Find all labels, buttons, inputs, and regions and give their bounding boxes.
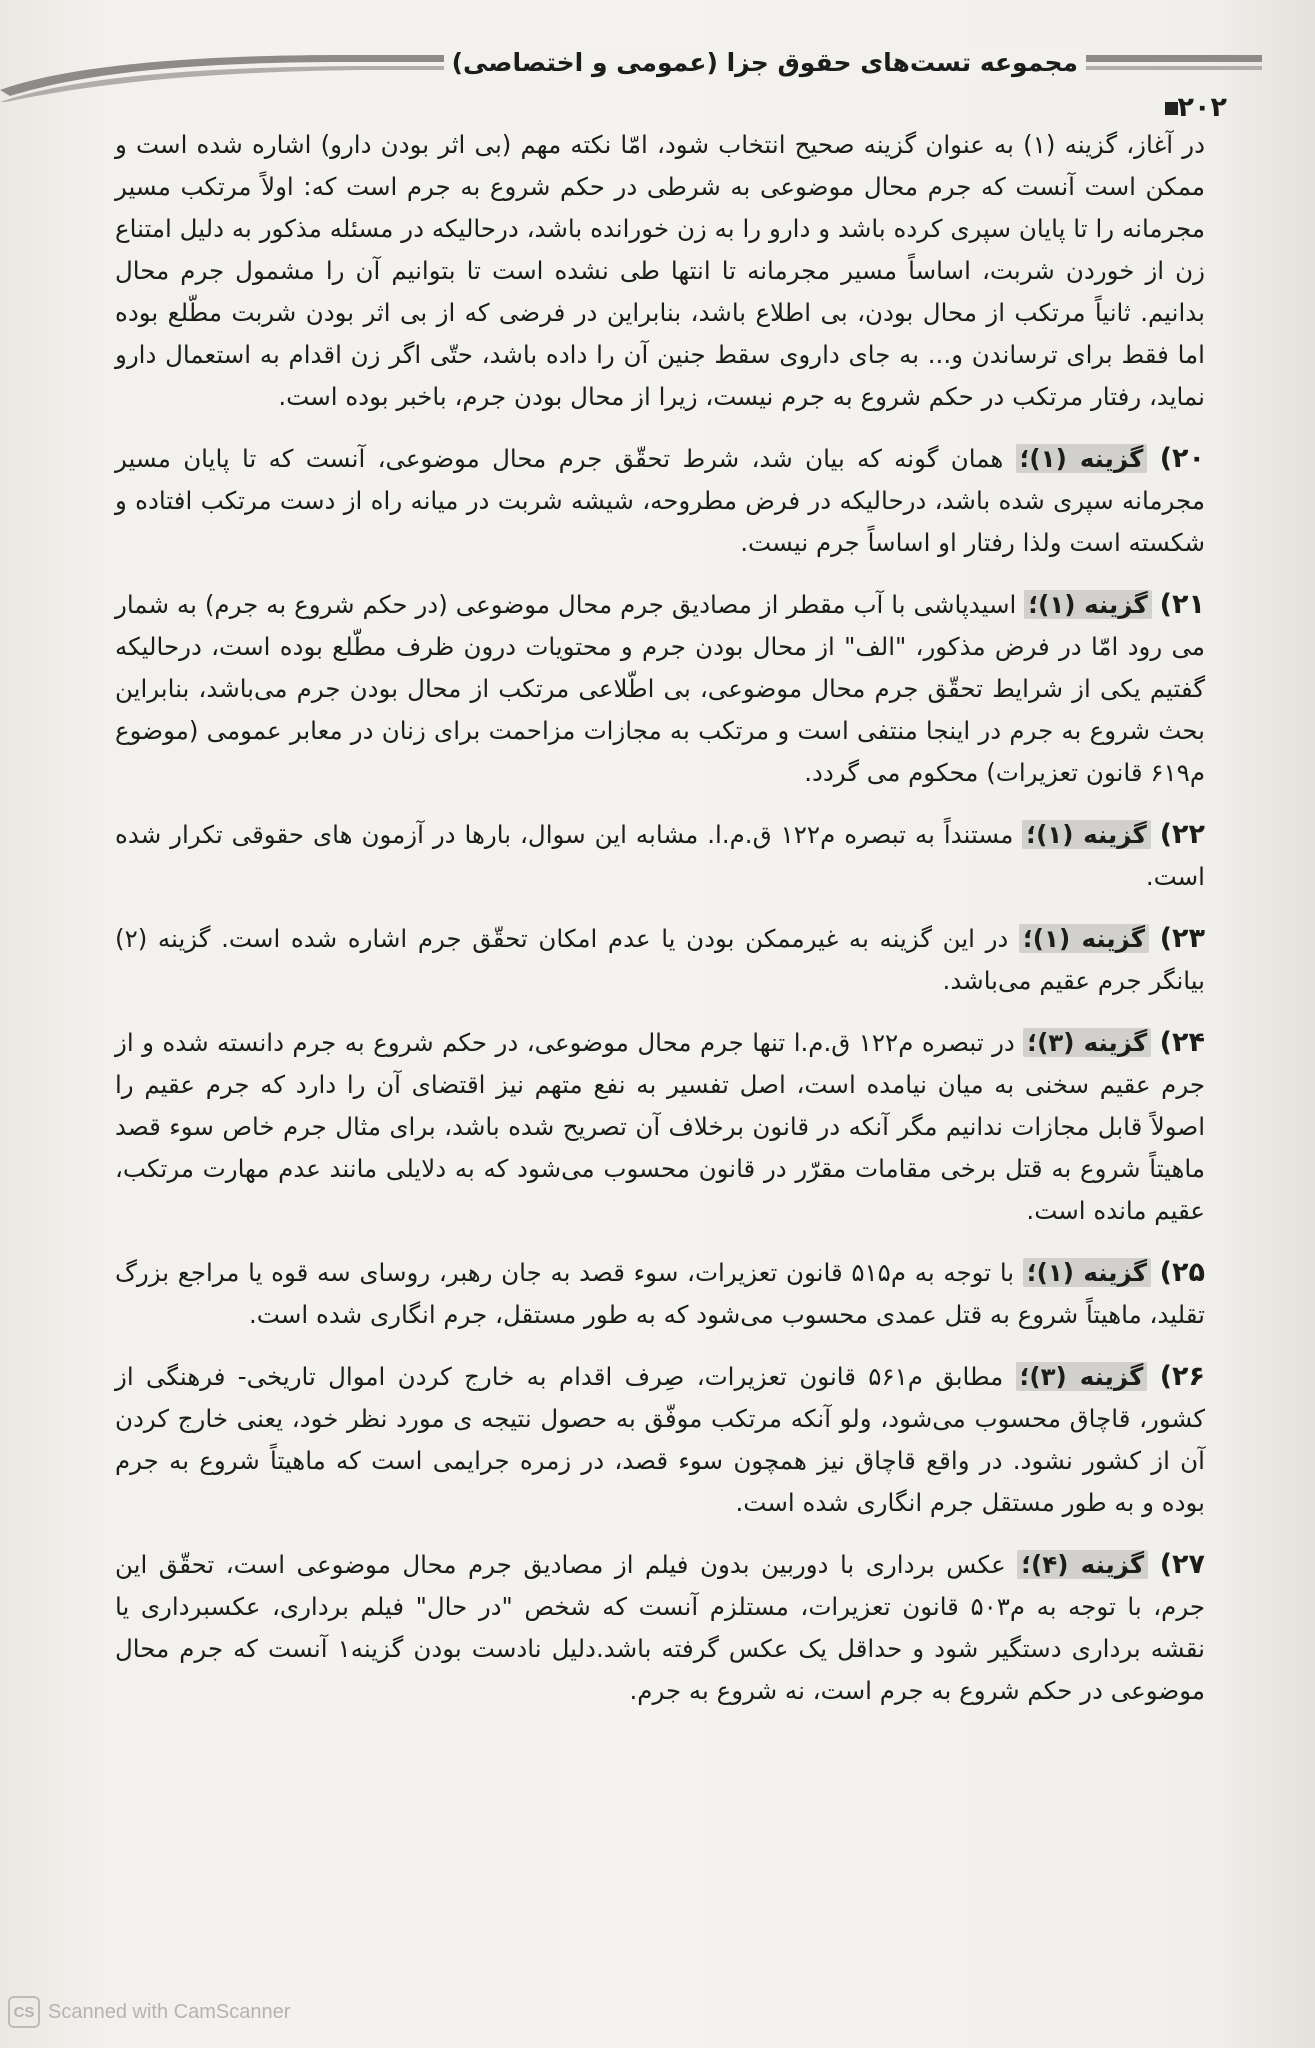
answer-text: عکس برداری با دوربین بدون فیلم از مصادیق جرم محال موضوعی است، تحقّق این جرم، با توجه به م۵۰۳ قانون تعزیرات، مستلزم آنست که شخص "در حال" فیلم برداری، عکسبرداری یا نقشه برداری دستگیر شود و حداقل یک عکس گرفته باشد.دلیل نادست بودن گزینه۱ آنست که جرم محال موضوعی در حکم شروع به جرم است، نه شروع به جرم. <box>115 1550 1206 1705</box>
header-square-icon <box>1165 102 1178 115</box>
answer-number: ۲۲) <box>1159 819 1205 850</box>
answer-text: مستنداً به تبصره م۱۲۲ ق.م.ا. مشابه این سوال، بارها در آزمون های حقوقی تکرار شده است. <box>115 820 1205 891</box>
answer-option-label: گزینه (۱)؛ <box>1016 444 1148 473</box>
answer-paragraph <box>115 1252 1205 1336</box>
camscanner-logo-icon: CS <box>8 1996 40 2028</box>
answer-text: همان گونه که بیان شد، شرط تحقّق جرم محال موضوعی، آنست که تا پایان مسیر مجرمانه سپری شده باشد، درحالیکه در فرض مطروحه، شیشه شربت در میانه راه از دست مرتکب افتاده و شکسته است ولذا رفتار او اساساً جرم نیست. <box>115 444 1205 557</box>
page-number-value: ۲۰۲ <box>1177 92 1227 123</box>
answer-option-label: گزینه (۳)؛ <box>1023 1028 1151 1057</box>
page-number <box>1157 92 1227 123</box>
answer-text: در تبصره م۱۲۲ ق.م.ا تنها جرم محال موضوعی، در حکم شروع به جرم دانسته شده و از جرم عقیم سخنی به میان نیامده است، اصل تفسیر به نفع متهم نیز اقتضای آن را دارد که جرم عقیم را اصولاً قابل مجازات ندانیم مگر آنکه در قانون برخلاف آن تصریح شده باشد، برای مثال جرم خاص سوء قصد ماهیتاً شروع به قتل برخی مقامات مقرّر در قانون محسوب می‌شود که به دلایلی مانند عدم مهارت مرتکب، عقیم مانده است. <box>115 1028 1205 1225</box>
scanner-credit-text: Scanned with CamScanner <box>48 2000 291 2023</box>
answer-number: ۲۰) <box>1159 443 1205 474</box>
answer-number: ۲۱) <box>1159 589 1205 620</box>
answer-option-label: گزینه (۴)؛ <box>1017 1550 1148 1579</box>
answer-number: ۲۷) <box>1159 1549 1206 1580</box>
answer-text: اسیدپاشی با آب مقطر از مصادیق جرم محال موضوعی (در حکم شروع به جرم) به شمار می رود امّا در فرض مذکور، "الف" از محال بودن جرم و محتویات درون ظرف مطّلع بوده است، درحالیکه گفتیم یکی از شرایط تحقّق جرم محال موضوعی، بی اطّلاعی مرتکب از محال بودن جرم می‌باشد، بنابراین بحث شروع به جرم در اینجا منتفی است و مرتکب به مجازات مزاحمت برای زنان در معابر عمومی (موضوع م۶۱۹ قانون تعزیرات) محکوم می گردد. <box>115 590 1205 787</box>
answer-number: ۲۵) <box>1159 1257 1205 1288</box>
intro-paragraph: در آغاز، گزینه (۱) به عنوان گزینه صحیح انتخاب شود، امّا نکته مهم (بی اثر بودن دارو) اشاره شده است و ممکن است آنست که جرم محال موضوعی به شرطی در حکم شروع به جرم است که: اولاً مرتکب مسیر مجرمانه را تا پایان سپری کرده باشد و دارو را به زن خورانده باشد، درحالیکه در مسئله مذکور به دلیل امتناع زن از خوردن شربت، اساساً مسیر مجرمانه تا انتها طی نشده است تا بتوانیم آن را مشمول جرم محال بدانیم. ثانیاً مرتکب از محال بودن، بی اطلاع باشد، بنابراین در فرضی که از بی اثر بودن شربت مطّلع بوده اما فقط برای ترساندن و... به جای داروی سقط جنین آن را داده باشد، حتّی اگر زن اقدام به استعمال دارو نماید، رفتار مرتکب در حکم شروع به جرم نیست، زیرا از محال بودن جرم، باخبر بوده است. <box>115 130 1206 411</box>
answer-paragraph <box>115 918 1205 1002</box>
answer-number: ۲۶) <box>1159 1361 1206 1392</box>
running-header <box>0 44 1262 102</box>
answer-text: با توجه به م۵۱۵ قانون تعزیرات، سوء قصد به جان رهبر، روسای سه قوه یا مراجع بزرگ تقلید، ماهیتاً شروع به قتل عمدی محسوب می‌شود که به طور مستقل، جرم انگاری شده است. <box>115 1258 1205 1329</box>
answer-number: ۲۳) <box>1159 923 1206 954</box>
answer-text: مطابق م۵۶۱ قانون تعزیرات، صِرف اقدام به خارج کردن اموال تاریخی- فرهنگی از کشور، قاچاق محسوب می‌شود، ولو آنکه مرتکب موفّق به حصول نتیجه ی مورد نظر خود، یعنی خارج کردن آن از کشور نشود. در واقع قاچاق نیز همچون سوء قصد، در زمره جرایمی است که ماهیتاً شروع به جرم بوده و به طور مستقل جرم انگاری شده است. <box>115 1362 1205 1517</box>
answer-paragraph <box>115 1356 1205 1524</box>
answer-paragraph <box>115 1544 1205 1712</box>
page-body <box>115 124 1205 1732</box>
answer-option-label: گزینه (۱)؛ <box>1024 590 1151 619</box>
answer-option-label: گزینه (۱)؛ <box>1023 1258 1151 1287</box>
answer-number: ۲۴) <box>1159 1027 1205 1058</box>
answer-paragraph <box>115 1022 1205 1232</box>
answer-option-label: گزینه (۱)؛ <box>1022 820 1150 849</box>
answer-paragraph <box>115 814 1205 898</box>
answer-paragraph <box>115 438 1205 564</box>
answer-text: در این گزینه به غیرممکن بودن یا عدم امکان تحقّق جرم اشاره شده است. گزینه (۲) بیانگر جرم عقیم می‌باشد. <box>115 924 1205 995</box>
camscanner-watermark <box>8 1996 290 2028</box>
answer-option-label: گزینه (۱)؛ <box>1019 924 1149 953</box>
answer-option-label: گزینه (۳)؛ <box>1016 1362 1148 1391</box>
answer-paragraph <box>115 584 1205 794</box>
running-title: مجموعه تست‌های حقوق جزا (عمومی و اختصاصی) <box>444 48 1086 77</box>
